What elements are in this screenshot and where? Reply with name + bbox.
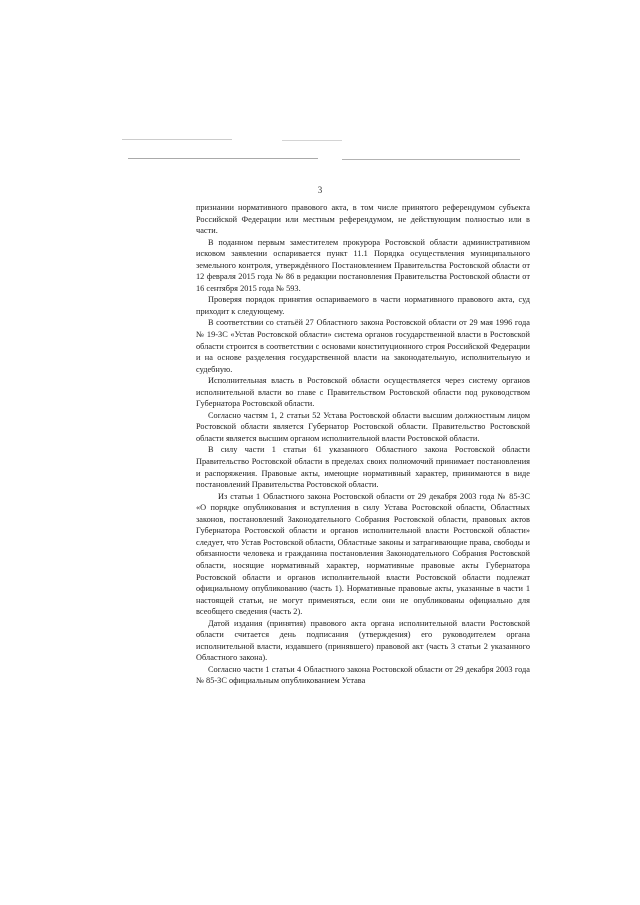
- paragraph: В силу части 1 статьи 61 указанного Областного закона Ростовской области Правительство Ростовской области в пределах своих полномочий принимает постановления и распоряжения. Правовые акты, имеющие нормативный характер, принимаются в виде постановлений Правительства Ростовской области.: [196, 445, 530, 490]
- scan-mark-top-left: [122, 139, 232, 140]
- paragraph: Датой издания (принятия) правового акта органа исполнительной власти Ростовской области считается день подписания (утверждения) его руководителем органа исполнительной власти, издавшего (принявшего) правовой акт (часть 3 статьи 2 указанного Областного закона).: [196, 618, 530, 663]
- scan-mark-top-right: [282, 140, 342, 141]
- page-number: 3: [317, 185, 323, 195]
- paragraph: Проверяя порядок принятия оспариваемого в части нормативного правового акта, суд приходит к следующему.: [196, 295, 530, 316]
- paragraph: признании нормативного правового акта, в том числе принятого референдумом субъекта Российской Федерации или местным референдумом, не действующим полностью или в части.: [196, 203, 530, 236]
- document-body: [196, 202, 530, 687]
- paragraph: В поданном первым заместителем прокурора Ростовской области административном исковом заявлении оспаривается пункт 11.1 Порядка осуществления муниципального земельного контроля, утверждённого Постановлением Правительства Ростовской области от 12 февраля 2015 года № 86 в редакции постановления Правительства Ростовской области от 16 сентября 2015 года № 593.: [196, 237, 530, 293]
- paragraph: Исполнительная власть в Ростовской области осуществляется через систему органов исполнительной власти во главе с Правительством Ростовской области под руководством Губернатора Ростовской области.: [196, 376, 530, 409]
- scan-mark-header-line-left: [128, 158, 318, 159]
- paragraph: Из статьи 1 Областного закона Ростовской области от 29 декабря 2003 года № 85-ЗС «О порядке опубликования и вступления в силу Устава Ростовской области, Областных законов, постановлений Законодательного Собрания Ростовской области, правовых актов Губернатора Ростовской области и органов исполнительной власти Ростовской области» следует, что Устав Ростовской области, Областные законы и затрагивающие права, свободы и обязанности человека и гражданина постановления Законодательного Собрания Ростовской области, носящие нормативный характер, нормативные правовые акты Губернатора Ростовской области и органов исполнительной власти Ростовской области подлежат официальному опубликованию (часть 1). Нормативные правовые акты, указанные в части 1 настоящей статьи, не могут применяться, если они не опубликованы официально для всеобщего сведения (часть 2).: [196, 491, 530, 617]
- paragraph: Согласно частям 1, 2 статьи 52 Устава Ростовской области высшим должностным лицом Ростовской области является Губернатор Ростовской области. Правительство Ростовской области является высшим органом исполнительной власти Ростовской области.: [196, 410, 530, 443]
- paragraph: Согласно части 1 статьи 4 Областного закона Ростовской области от 29 декабря 2003 года № 85-ЗС официальным опубликованием Устава: [196, 664, 530, 686]
- scan-mark-header-line-right: [342, 159, 520, 160]
- paragraph: В соответствии со статьёй 27 Областного закона Ростовской области от 29 мая 1996 года № 19-ЗС «Устав Ростовской области» система органов государственной власти в Ростовской области строится в соответствии с основами конституционного строя Российской Федерации и на основе разделения государственной власти на законодательную, исполнительную и судебную.: [196, 318, 530, 374]
